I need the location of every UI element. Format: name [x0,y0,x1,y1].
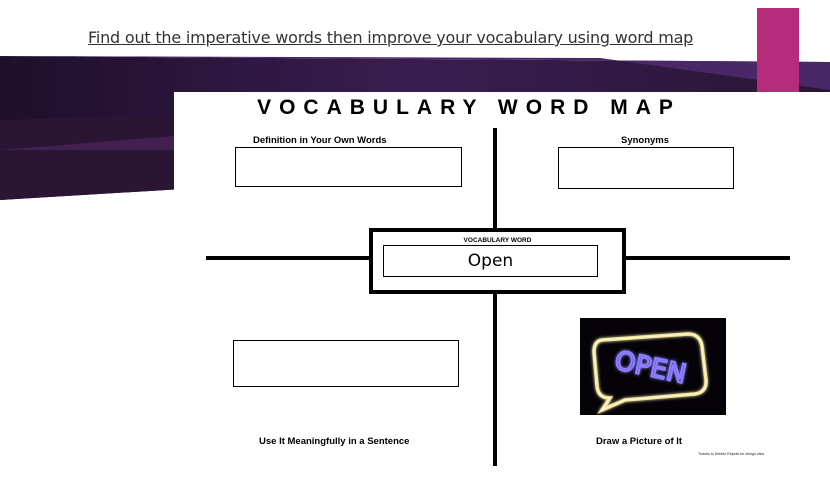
vocabulary-word-label: VOCABULARY WORD [463,237,532,244]
synonyms-box[interactable] [558,147,734,189]
vertical-divider [493,128,497,466]
instruction-text: Find out the imperative words then improve your vocabulary using word map [88,28,694,47]
definition-label: Definition in Your Own Words [253,135,387,146]
sentence-label: Use It Meaningfully in a Sentence [259,436,410,447]
horizontal-divider-left [206,256,372,260]
synonyms-label: Synonyms [621,135,670,146]
neon-open-sign-graphic [580,318,726,415]
definition-box[interactable] [235,147,462,187]
neon-sign-text: OPEN [612,345,689,391]
picture-label: Draw a Picture of It [596,436,683,447]
vocabulary-word-box[interactable]: Open [383,245,598,277]
accent-rectangle [757,8,799,92]
horizontal-divider-right [624,256,790,260]
word-map-title: VOCABULARY WORD MAP [257,96,681,119]
sentence-box[interactable] [233,340,459,387]
neon-open-sign-icon [580,318,726,415]
credit-text: Thanks to Debbie Reipnik for design idea. [698,452,765,456]
vocabulary-word-frame [369,228,626,294]
